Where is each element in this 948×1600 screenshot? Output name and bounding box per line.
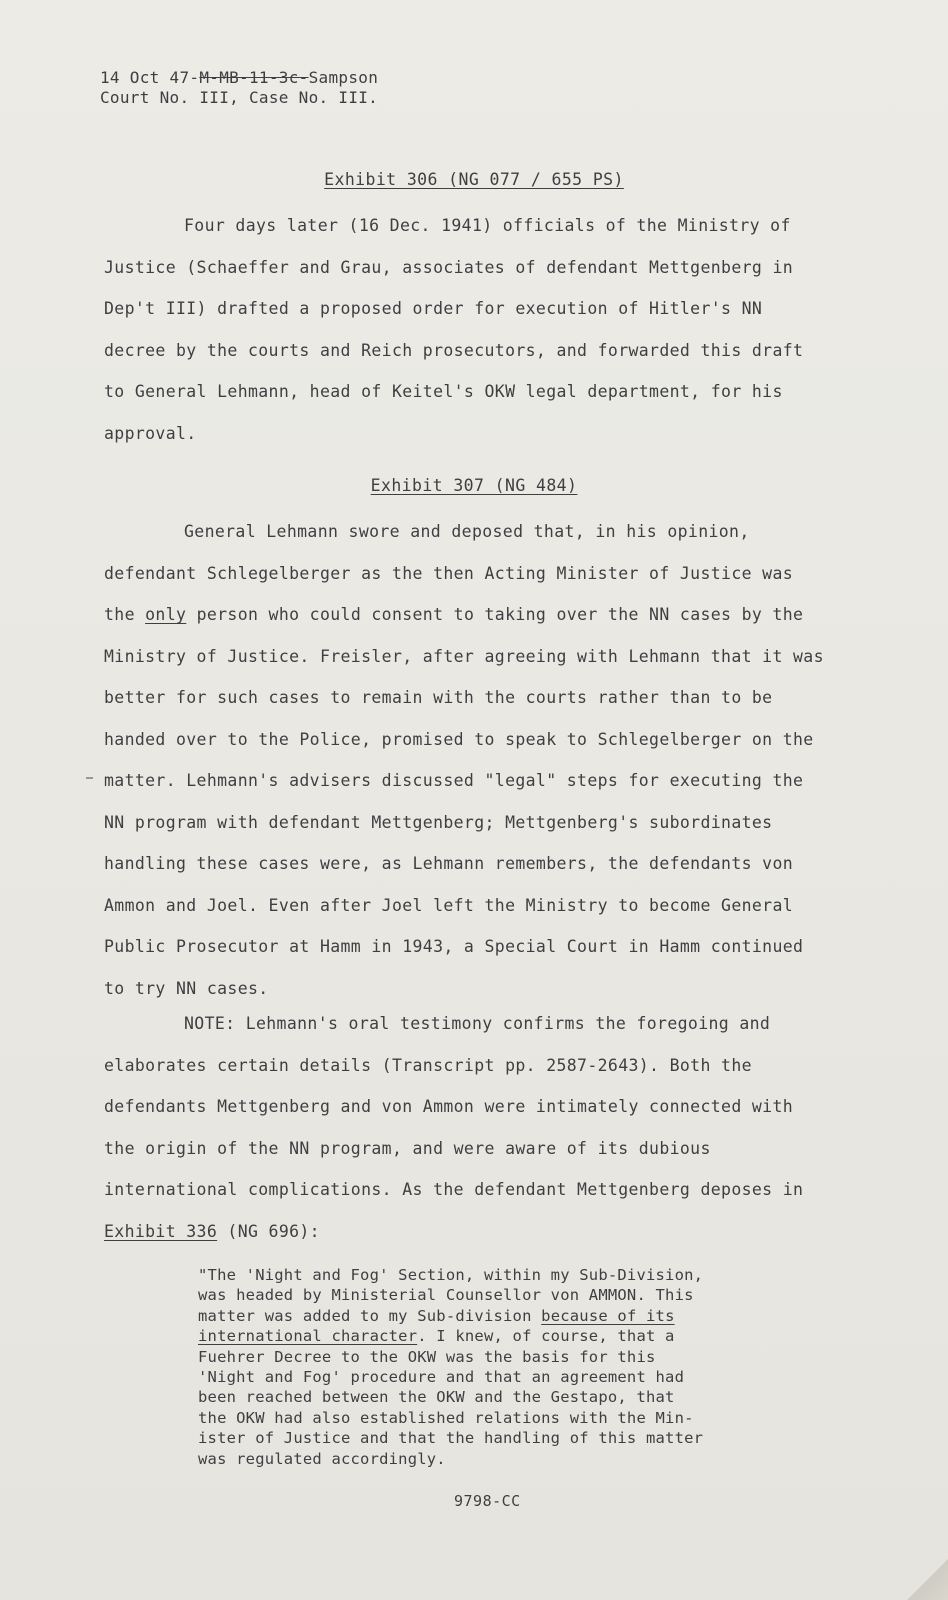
exhibit-306-paragraph: Four days later (16 Dec. 1941) officials of the Ministry of Justice (Schaeffer and Grau, associates of defendant Mettgenberg in Dep't III) drafted a proposed order for execution of Hitler's NN decree by the courts and Reich prosecutors, and forwarded this draft to General Lehmann, head of Keitel's OKW legal department, for his approval.	[104, 216, 804, 443]
exhibit-336-reference: Exhibit 336	[104, 1221, 218, 1241]
exhibit-307-heading-text: Exhibit 307 (NG 484)	[370, 476, 578, 495]
deposition-quote	[198, 1265, 758, 1469]
header-struck-code: M-MB-11-3c-	[199, 68, 309, 87]
note-text-after: (NG 696):	[217, 1221, 320, 1241]
quote-emphasis: because of its international character	[198, 1306, 675, 1346]
header-author: Sampson	[308, 68, 379, 87]
quote-text-part2: . I knew, of course, that a Fuehrer Decree to the OKW was the basis for this 'Night and Fog' procedure and that an agreement had been reached between the OKW and the Gestapo, that the OKW had also established relations with the Min- ister of Justice and that the handling of this matter was regulated accordingly.	[198, 1327, 704, 1468]
quote-text-part1: "The 'Night and Fog' Section, within my Sub-Division, was headed by Ministerial Counsellor von AMMON. This matter was added to my Sub-division	[198, 1266, 704, 1325]
header-court-case: Court No. III, Case No. III.	[100, 88, 379, 107]
note-paragraph	[104, 1003, 824, 1252]
margin-mark	[86, 777, 93, 779]
exhibit-307-text-before: General Lehmann swore and deposed that, in his opinion, defendant Schlegelberger as the then Acting Minister of Justice was the	[104, 522, 794, 624]
page-corner-wear	[902, 1554, 948, 1600]
exhibit-306-heading-text: Exhibit 306 (NG 077 / 655 PS)	[324, 170, 624, 189]
emphasis-only: only	[145, 605, 187, 624]
exhibit-306-heading	[0, 170, 948, 189]
header-date: 14 Oct 47-	[100, 68, 200, 87]
header-line-date	[100, 68, 378, 88]
exhibit-307-paragraph	[104, 511, 824, 1009]
document-code: 9798-CC	[454, 1492, 521, 1510]
note-text-before: NOTE: Lehmann's oral testimony confirms the foregoing and elaborates certain details (Transcript pp. 2587-2643). Both the defendants Mettgenberg and von Ammon were intimately connected with the origin of the NN program, and were aware of its dubious international complications. As the defendant Mettgenberg deposes in	[104, 1014, 804, 1199]
exhibit-307-text-after: person who could consent to taking over the NN cases by the Ministry of Justice. Freisler, after agreeing with Lehmann that it was better for such cases to remain with the courts rather than to be handed over to the Police, promised to speak to Schlegelberger on the matter. Lehmann's advisers discussed "legal" steps for executing the NN program with defendant Mettgenberg; Mettgenberg's subordinates handling these cases were, as Lehmann remembers, the defendants von Ammon and Joel. Even after Joel left the Ministry to become General Public Prosecutor at Hamm in 1943, a Special Court in Hamm continued to try NN cases.	[104, 605, 824, 998]
exhibit-307-heading	[0, 476, 948, 495]
document-header	[100, 68, 378, 108]
